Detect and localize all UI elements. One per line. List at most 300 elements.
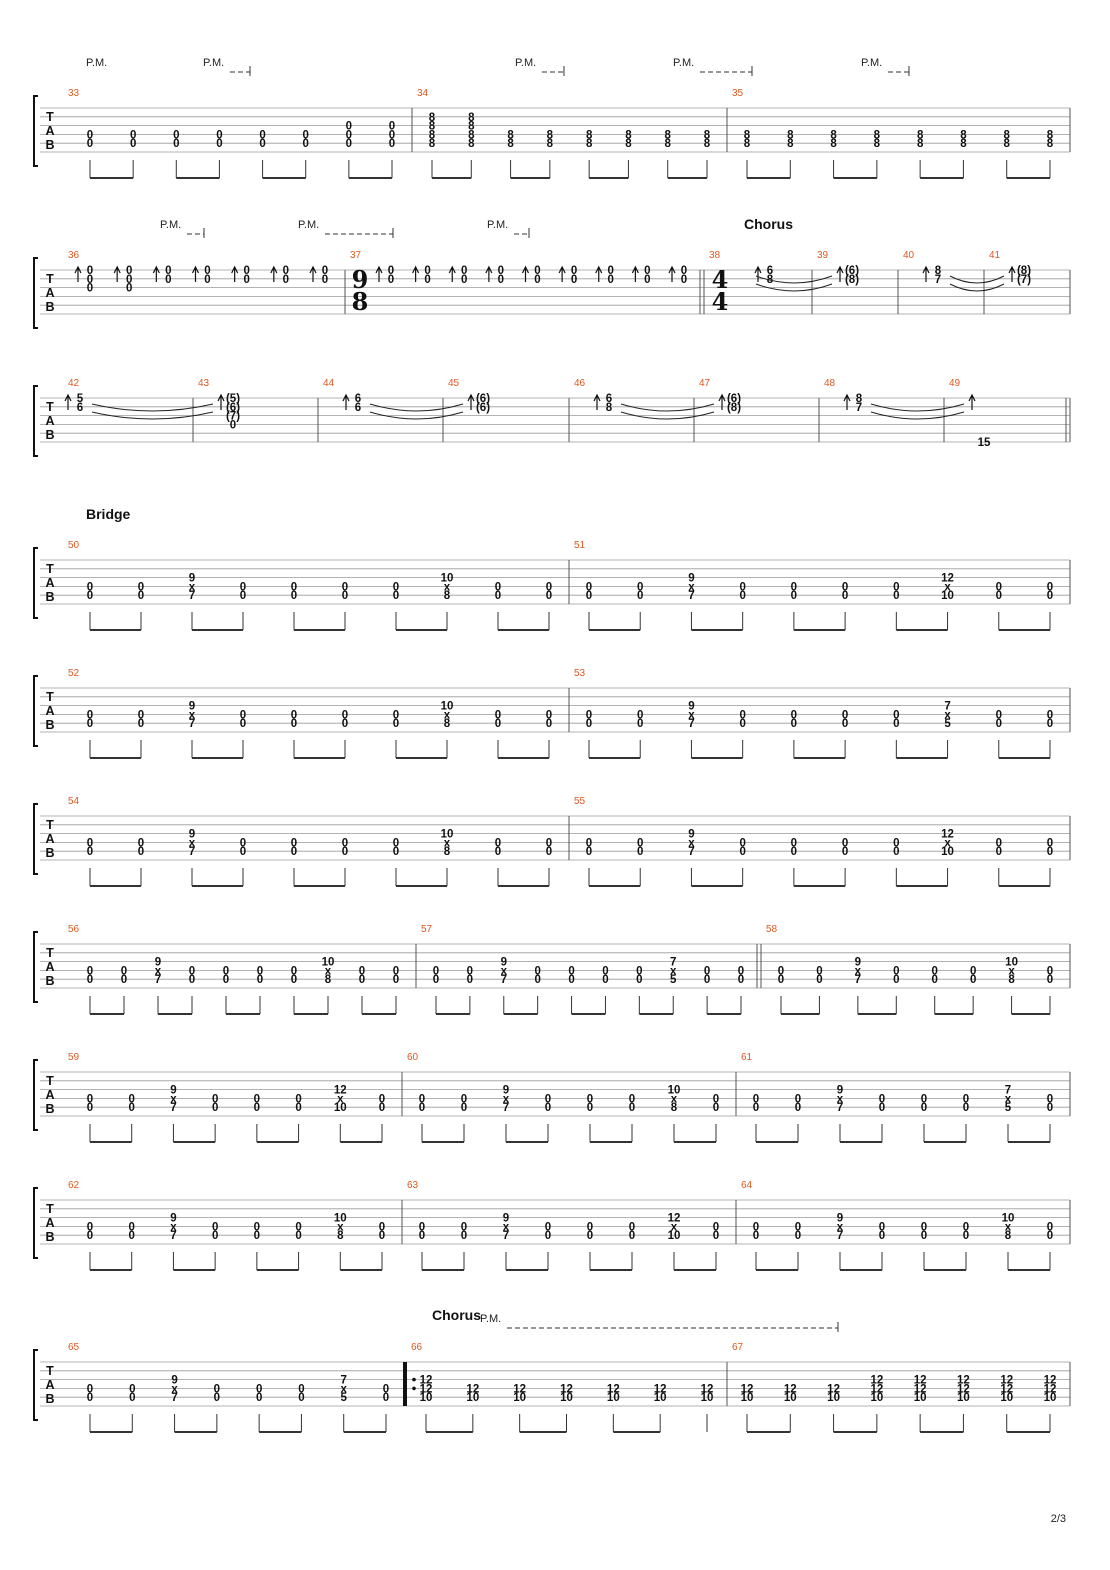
fret-number: 8 bbox=[960, 129, 967, 142]
fret-number: 0 bbox=[637, 837, 644, 850]
fret-number: 10 bbox=[941, 846, 954, 859]
fret-number: 0 bbox=[256, 965, 264, 978]
fret-number: 0 bbox=[86, 590, 94, 603]
fret-number: 9 bbox=[188, 700, 196, 713]
fret-number: 0 bbox=[585, 837, 593, 850]
fret-number: 0 bbox=[497, 265, 505, 277]
fret-number: 0 bbox=[129, 1383, 136, 1396]
fret-number: 0 bbox=[86, 282, 94, 295]
tab-clef-letter: T bbox=[46, 1074, 54, 1088]
fret-number: 0 bbox=[188, 974, 196, 987]
fret-number: 0 bbox=[128, 1102, 135, 1115]
fret-number: 0 bbox=[739, 590, 746, 603]
fret-number: 0 bbox=[461, 273, 468, 286]
fret-number: 8 bbox=[830, 138, 837, 151]
fret-number: 0 bbox=[586, 1221, 594, 1234]
fret-number: 0 bbox=[1046, 846, 1054, 859]
fret-number: 0 bbox=[494, 581, 502, 594]
fret-number: 0 bbox=[290, 846, 298, 859]
fret-number: 8 bbox=[428, 129, 436, 142]
page-number: 2/3 bbox=[1050, 1513, 1066, 1525]
fret-number: 0 bbox=[298, 1383, 305, 1396]
fret-number: 7 bbox=[688, 718, 695, 731]
fret-number: 8 bbox=[703, 138, 711, 151]
fret-number: 10 bbox=[783, 1392, 797, 1405]
measure-number: 64 bbox=[741, 1180, 753, 1191]
fret-number: 7 bbox=[1004, 1084, 1012, 1097]
tab-clef-letter: B bbox=[45, 846, 55, 860]
fret-number: 8 bbox=[787, 129, 794, 142]
dead-note: x bbox=[170, 1221, 177, 1234]
fret-number: 0 bbox=[712, 1230, 720, 1243]
fret-number: 0 bbox=[995, 837, 1002, 850]
palm-mute-label: P.M. bbox=[480, 1313, 502, 1325]
pick-stroke-icon bbox=[193, 267, 199, 282]
dead-note: x bbox=[1004, 1093, 1012, 1106]
pick-stroke-icon bbox=[755, 267, 761, 282]
fret-number: (6) bbox=[726, 393, 742, 405]
fret-number: 0 bbox=[586, 1102, 594, 1115]
fret-number: 8 bbox=[546, 129, 554, 142]
fret-number: 0 bbox=[358, 974, 366, 987]
fret-number: 6 bbox=[354, 393, 362, 405]
fret-number: 0 bbox=[382, 1392, 390, 1405]
fret-number: 0 bbox=[460, 1093, 468, 1106]
measure-number: 37 bbox=[350, 250, 362, 261]
fret-number: 0 bbox=[86, 846, 94, 859]
fret-number: 0 bbox=[878, 1230, 886, 1243]
pick-stroke-icon bbox=[271, 267, 277, 282]
fret-number: 0 bbox=[165, 265, 172, 277]
fret-number: 8 bbox=[428, 120, 436, 133]
fret-number: 0 bbox=[628, 1221, 636, 1234]
tab-clef-letter: A bbox=[45, 1378, 55, 1392]
time-signature-denominator: 8 bbox=[351, 287, 369, 316]
fret-number: 10 bbox=[440, 700, 454, 713]
fret-number: 12 bbox=[913, 1383, 927, 1396]
fret-number: 10 bbox=[513, 1392, 527, 1405]
fret-number: 0 bbox=[378, 1102, 386, 1115]
fret-number: 0 bbox=[216, 138, 223, 151]
measure-number: 47 bbox=[699, 378, 711, 389]
fret-number: 0 bbox=[841, 837, 849, 850]
fret-number: 0 bbox=[302, 138, 309, 151]
fret-number: 0 bbox=[534, 273, 541, 286]
fret-number: 0 bbox=[568, 965, 575, 978]
fret-number: 8 bbox=[743, 138, 751, 151]
fret-number: 7 bbox=[934, 273, 942, 286]
fret-number: 0 bbox=[1046, 1093, 1054, 1106]
fret-number: 0 bbox=[712, 1221, 720, 1234]
fret-number: 0 bbox=[382, 1383, 390, 1396]
system-bracket bbox=[34, 932, 38, 1002]
fret-number: 0 bbox=[204, 273, 211, 286]
dead-note: x bbox=[944, 837, 951, 850]
fret-number: 0 bbox=[341, 590, 349, 603]
fret-number: 0 bbox=[129, 129, 137, 142]
fret-number: 12 bbox=[957, 1383, 970, 1396]
fret-number: 0 bbox=[204, 265, 211, 277]
fret-number: 8 bbox=[934, 265, 942, 277]
fret-number: 0 bbox=[534, 974, 541, 987]
fret-number: 0 bbox=[893, 837, 900, 850]
fret-number: 0 bbox=[790, 581, 798, 594]
fret-number: 10 bbox=[440, 572, 454, 585]
fret-number: 0 bbox=[752, 1221, 760, 1234]
pick-stroke-icon bbox=[837, 267, 843, 282]
tab-clef-letter: B bbox=[45, 428, 55, 442]
fret-number: 0 bbox=[752, 1230, 760, 1243]
system-bracket bbox=[34, 258, 38, 328]
fret-number: 12 bbox=[941, 828, 954, 841]
fret-number: 12 bbox=[419, 1374, 433, 1387]
measure-number: 51 bbox=[574, 540, 586, 551]
fret-number: 9 bbox=[500, 956, 507, 969]
fret-number: 0 bbox=[345, 138, 353, 151]
measure-number: 55 bbox=[574, 796, 586, 807]
fret-number: 0 bbox=[790, 709, 798, 722]
fret-number: 12 bbox=[870, 1383, 884, 1396]
dead-note: x bbox=[688, 709, 695, 722]
measure-number: 62 bbox=[68, 1180, 80, 1191]
fret-number: 0 bbox=[137, 837, 145, 850]
pick-stroke-icon bbox=[969, 395, 975, 410]
tab-clef-letter: A bbox=[45, 832, 55, 846]
fret-number: 0 bbox=[341, 709, 349, 722]
fret-number: 8 bbox=[605, 401, 613, 414]
dead-note: x bbox=[670, 1093, 678, 1106]
fret-number: 10 bbox=[700, 1392, 714, 1405]
fret-number: 0 bbox=[378, 1221, 386, 1234]
fret-number: 0 bbox=[424, 265, 431, 277]
tab-clef-letter: B bbox=[45, 590, 55, 604]
fret-number: 0 bbox=[211, 1093, 219, 1106]
tab-clef-letter: B bbox=[45, 138, 55, 152]
fret-number: 8 bbox=[468, 120, 475, 133]
fret-number: 0 bbox=[777, 974, 785, 987]
fret-number: 0 bbox=[920, 1221, 928, 1234]
fret-number: 0 bbox=[128, 1093, 135, 1106]
fret-number: 0 bbox=[387, 265, 395, 277]
fret-number: 12 bbox=[957, 1374, 970, 1387]
fret-number: 8 bbox=[625, 129, 632, 142]
fret-number: 0 bbox=[302, 129, 309, 142]
fret-number: 12 bbox=[700, 1383, 714, 1396]
fret-number: 0 bbox=[637, 709, 644, 722]
fret-number: 0 bbox=[628, 1102, 636, 1115]
fret-number: 10 bbox=[667, 1084, 681, 1097]
fret-number: 9 bbox=[688, 572, 695, 585]
fret-number: 0 bbox=[893, 846, 900, 859]
fret-number: 0 bbox=[794, 1230, 802, 1243]
fret-number: 0 bbox=[545, 590, 553, 603]
dead-note: x bbox=[443, 709, 451, 722]
fret-number: 15 bbox=[977, 437, 991, 449]
dead-note: x bbox=[688, 581, 695, 594]
tab-system bbox=[34, 1307, 1070, 1432]
fret-number: 8 bbox=[1003, 129, 1010, 142]
fret-number: (6) bbox=[475, 401, 491, 414]
dead-note: x bbox=[502, 1093, 510, 1106]
fret-number: 12 bbox=[606, 1383, 620, 1396]
dead-note: x bbox=[854, 965, 862, 978]
fret-number: 0 bbox=[893, 590, 900, 603]
tab-clef-letter: B bbox=[45, 718, 55, 732]
tab-clef-letter: T bbox=[46, 946, 54, 960]
fret-number: 8 bbox=[787, 138, 794, 151]
tab-system bbox=[34, 506, 1070, 630]
measure-number: 54 bbox=[68, 796, 80, 807]
fret-number: 0 bbox=[534, 965, 541, 978]
fret-number: 8 bbox=[873, 138, 881, 151]
fret-number: 8 bbox=[1003, 138, 1010, 151]
fret-number: 8 bbox=[507, 129, 514, 142]
fret-number: 0 bbox=[534, 265, 541, 277]
dead-note: x bbox=[500, 965, 507, 978]
fret-number: 5 bbox=[670, 974, 677, 987]
measure-number: 35 bbox=[732, 88, 744, 99]
pick-stroke-icon bbox=[1009, 267, 1015, 282]
fret-number: 12 bbox=[333, 1084, 347, 1097]
fret-number: 0 bbox=[137, 846, 145, 859]
fret-number: 0 bbox=[460, 1102, 468, 1115]
measure-number: 34 bbox=[417, 88, 429, 99]
fret-number: 0 bbox=[387, 273, 395, 286]
measure-number: 56 bbox=[68, 924, 80, 935]
fret-number: 0 bbox=[460, 1221, 468, 1234]
dead-note: x bbox=[171, 1383, 178, 1396]
fret-number: 7 bbox=[855, 401, 863, 414]
dead-note: x bbox=[836, 1221, 844, 1234]
fret-number: 7 bbox=[188, 718, 196, 731]
tie-arc bbox=[871, 404, 964, 411]
dead-note: x bbox=[188, 581, 196, 594]
fret-number: 7 bbox=[188, 590, 196, 603]
fret-number: 0 bbox=[392, 709, 400, 722]
fret-number: 0 bbox=[636, 965, 643, 978]
fret-number: 7 bbox=[500, 974, 507, 987]
fret-number: 0 bbox=[737, 965, 745, 978]
fret-number: 0 bbox=[893, 965, 900, 978]
fret-number: 8 bbox=[507, 138, 514, 151]
fret-number: 0 bbox=[586, 1093, 594, 1106]
fret-number: 0 bbox=[255, 1392, 263, 1405]
fret-number: 10 bbox=[466, 1392, 480, 1405]
fret-number: 0 bbox=[213, 1383, 221, 1396]
fret-number: (6) bbox=[475, 393, 491, 405]
fret-number: 12 bbox=[827, 1383, 840, 1396]
fret-number: 0 bbox=[378, 1093, 386, 1106]
fret-number: 8 bbox=[428, 138, 436, 151]
fret-number: 0 bbox=[432, 974, 440, 987]
fret-number: 0 bbox=[568, 974, 575, 987]
fret-number: 0 bbox=[607, 265, 614, 277]
fret-number: 5 bbox=[340, 1392, 347, 1405]
fret-number: 8 bbox=[1008, 974, 1015, 987]
fret-number: 9 bbox=[170, 1212, 177, 1225]
fret-number: 0 bbox=[969, 974, 977, 987]
fret-number: 12 bbox=[941, 572, 954, 585]
fret-number: 0 bbox=[841, 581, 849, 594]
pick-stroke-icon bbox=[669, 267, 675, 282]
fret-number: 9 bbox=[154, 956, 162, 969]
fret-number: 0 bbox=[816, 965, 823, 978]
fret-number: 0 bbox=[239, 718, 247, 731]
fret-number: 12 bbox=[653, 1383, 667, 1396]
palm-mute-label: P.M. bbox=[160, 219, 182, 231]
fret-number: 0 bbox=[585, 581, 593, 594]
fret-number: 0 bbox=[341, 837, 349, 850]
fret-number: 0 bbox=[680, 265, 688, 277]
fret-number: (8) bbox=[1016, 265, 1032, 277]
palm-mute-label: P.M. bbox=[515, 57, 537, 69]
fret-number: 0 bbox=[878, 1102, 886, 1115]
fret-number: 0 bbox=[790, 590, 798, 603]
dead-note: x bbox=[944, 581, 951, 594]
fret-number: 9 bbox=[171, 1374, 178, 1387]
fret-number: 0 bbox=[290, 581, 298, 594]
fret-number: 7 bbox=[154, 974, 162, 987]
fret-number: 0 bbox=[739, 581, 746, 594]
fret-number: 0 bbox=[295, 1230, 302, 1243]
fret-number: 0 bbox=[392, 846, 400, 859]
fret-number: 12 bbox=[419, 1383, 433, 1396]
fret-number: 0 bbox=[290, 718, 298, 731]
fret-number: 0 bbox=[816, 974, 823, 987]
fret-number: 0 bbox=[86, 974, 94, 987]
tab-clef-letter: A bbox=[45, 576, 55, 590]
fret-number: 7 bbox=[688, 846, 695, 859]
fret-number: 0 bbox=[86, 138, 94, 151]
tab-system bbox=[34, 378, 1070, 456]
fret-number: 8 bbox=[743, 129, 751, 142]
fret-number: 10 bbox=[440, 828, 454, 841]
fret-number: 12 bbox=[513, 1383, 527, 1396]
fret-number: 0 bbox=[341, 846, 349, 859]
fret-number: 8 bbox=[960, 138, 967, 151]
fret-number: 7 bbox=[188, 846, 196, 859]
fret-number: 0 bbox=[137, 590, 145, 603]
tab-clef-letter: T bbox=[46, 818, 54, 832]
fret-number: 0 bbox=[1046, 974, 1054, 987]
fret-number: 0 bbox=[86, 837, 94, 850]
fret-number: 0 bbox=[86, 1102, 94, 1115]
pick-stroke-icon bbox=[376, 267, 382, 282]
fret-number: 0 bbox=[239, 846, 247, 859]
fret-number: 0 bbox=[545, 837, 553, 850]
fret-number: 0 bbox=[290, 590, 298, 603]
fret-number: 0 bbox=[460, 1230, 468, 1243]
fret-number: 9 bbox=[188, 572, 196, 585]
measure-number: 46 bbox=[574, 378, 586, 389]
fret-number: 0 bbox=[290, 974, 298, 987]
fret-number: 0 bbox=[86, 965, 94, 978]
palm-mute-label: P.M. bbox=[487, 219, 509, 231]
fret-number: 0 bbox=[545, 846, 553, 859]
fret-number: 0 bbox=[259, 129, 266, 142]
fret-number: 0 bbox=[466, 974, 474, 987]
fret-number: 8 bbox=[428, 111, 436, 124]
fret-number: 0 bbox=[392, 965, 400, 978]
fret-number: 0 bbox=[239, 590, 247, 603]
fret-number: 0 bbox=[962, 1230, 970, 1243]
fret-number: 5 bbox=[1004, 1102, 1012, 1115]
dead-note: x bbox=[170, 1093, 177, 1106]
measure-number: 50 bbox=[68, 540, 80, 551]
fret-number: 0 bbox=[494, 718, 502, 731]
pick-stroke-icon bbox=[114, 267, 120, 282]
fret-number: 10 bbox=[1043, 1392, 1057, 1405]
pick-stroke-icon bbox=[596, 267, 602, 282]
fret-number: 0 bbox=[243, 265, 250, 277]
fret-number: 0 bbox=[739, 846, 746, 859]
fret-number: 0 bbox=[86, 1230, 94, 1243]
fret-number: 7 bbox=[170, 1102, 177, 1115]
tab-system bbox=[34, 57, 1070, 178]
fret-number: 0 bbox=[345, 129, 353, 142]
fret-number: 0 bbox=[392, 718, 400, 731]
fret-number: 12 bbox=[783, 1383, 797, 1396]
fret-number: 0 bbox=[86, 1392, 94, 1405]
measure-number: 38 bbox=[709, 250, 721, 261]
fret-number: 0 bbox=[341, 718, 349, 731]
measure-number: 41 bbox=[989, 250, 1001, 261]
fret-number: 10 bbox=[321, 956, 335, 969]
fret-number: 0 bbox=[1046, 1221, 1054, 1234]
fret-number: 8 bbox=[855, 393, 863, 405]
measure-number: 40 bbox=[903, 250, 915, 261]
fret-number: 0 bbox=[137, 709, 145, 722]
fret-number: 10 bbox=[913, 1392, 927, 1405]
fret-number: 0 bbox=[1046, 590, 1054, 603]
fret-number: 0 bbox=[282, 273, 290, 286]
fret-number: 10 bbox=[667, 1230, 681, 1243]
dead-note: x bbox=[337, 1221, 344, 1234]
fret-number: 0 bbox=[790, 837, 798, 850]
fret-number: 10 bbox=[419, 1392, 433, 1405]
palm-mute-label: P.M. bbox=[673, 57, 695, 69]
fret-number: 10 bbox=[1000, 1392, 1014, 1405]
fret-number: 0 bbox=[995, 718, 1002, 731]
fret-number: 10 bbox=[957, 1392, 970, 1405]
fret-number: 0 bbox=[1046, 718, 1054, 731]
dead-note: x bbox=[154, 965, 162, 978]
measure-number: 63 bbox=[407, 1180, 419, 1191]
fret-number: 0 bbox=[893, 581, 900, 594]
pick-stroke-icon bbox=[523, 267, 529, 282]
fret-number: 0 bbox=[243, 273, 250, 286]
tab-system bbox=[34, 216, 1070, 328]
fret-number: 0 bbox=[920, 1102, 928, 1115]
fret-number: 12 bbox=[1043, 1383, 1057, 1396]
fret-number: 0 bbox=[637, 590, 644, 603]
fret-number: 8 bbox=[873, 129, 881, 142]
fret-number: 0 bbox=[703, 965, 711, 978]
fret-number: 0 bbox=[570, 273, 578, 286]
fret-number: 8 bbox=[625, 138, 632, 151]
tab-clef-letter: A bbox=[45, 960, 55, 974]
fret-number: 9 bbox=[854, 956, 862, 969]
fret-number: 0 bbox=[712, 1093, 720, 1106]
fret-number: 0 bbox=[290, 709, 298, 722]
fret-number: (8) bbox=[726, 401, 742, 414]
system-bracket bbox=[34, 1188, 38, 1258]
tie-arc bbox=[621, 404, 714, 411]
fret-number: 0 bbox=[120, 974, 128, 987]
fret-number: 0 bbox=[253, 1093, 261, 1106]
palm-mute-label: P.M. bbox=[298, 219, 320, 231]
fret-number: 0 bbox=[497, 273, 505, 286]
